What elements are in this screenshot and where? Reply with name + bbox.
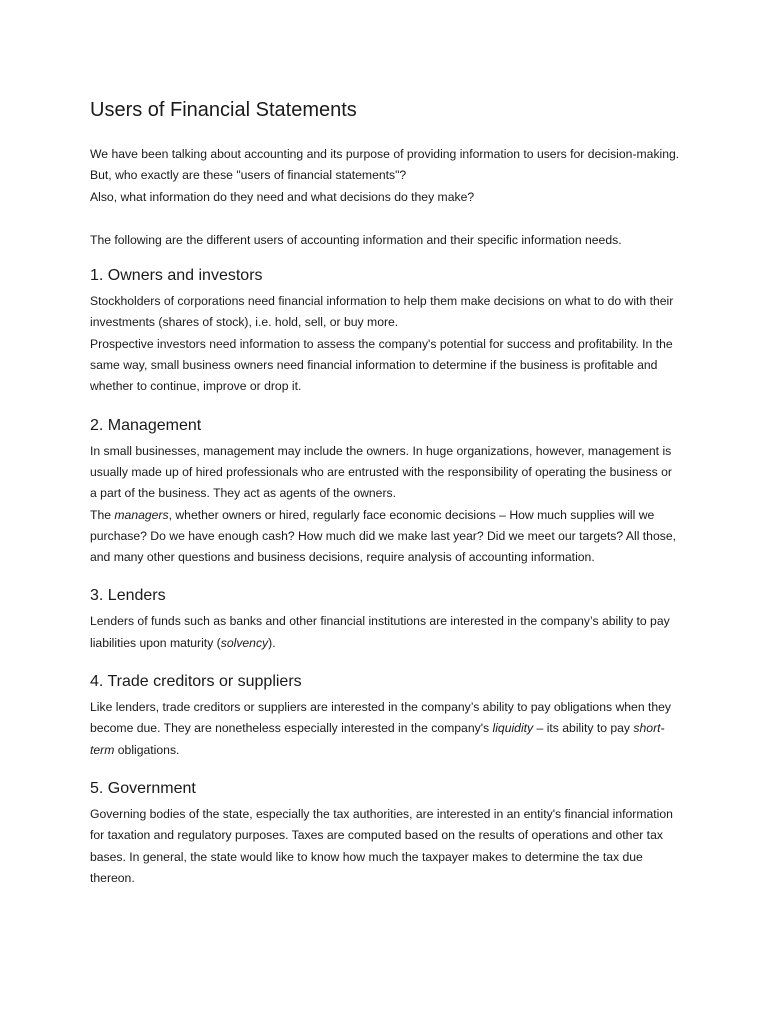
section-paragraph: Prospective investors need information to assess the company's potential for success and profitability. In the same way, small business owners need financial information to determine if the business is profitable and whether to continue, improve or drop it. [90,336,673,394]
emphasis-text: solvency [220,635,269,650]
intro-paragraph-2: Also, what information do they need and what decisions do they make? [90,189,475,204]
intro-paragraph-3: The following are the different users of accounting information and their specific information needs. [90,232,622,247]
page-title: Users of Financial Statements [90,99,357,121]
section-owners-investors [90,265,680,397]
section-heading: 5. Government [90,779,196,797]
section-trade-creditors [90,671,680,761]
section-government [90,778,680,889]
section-paragraph: Stockholders of corporations need financial information to help them make decisions on what to do with their investments (shares of stock), i.e. hold, sell, or buy more. [90,294,674,330]
text-run: – its ability to pay [533,721,634,736]
section-lenders [90,585,680,654]
spacer [90,208,680,230]
document-page [90,96,680,906]
section-heading: 4. Trade creditors or suppliers [90,673,302,691]
emphasis-text: liquidity [492,721,534,736]
emphasis-text: managers [114,507,169,522]
section-paragraph [90,505,680,569]
section-paragraph: Governing bodies of the state, especially the tax authorities, are interested in an entity's financial information for taxation and regulatory purposes. Taxes are computed based on the results of operations and other tax bases. In general, the state would like to know how much the taxpayer makes to determine the tax due thereon. [90,806,673,885]
section-paragraph [90,697,680,761]
section-management [90,415,680,569]
section-paragraph: In small businesses, management may include the owners. In huge organizations, however, management is usually made up of hired professionals who are entrusted with the responsibility of operating the business or a part of the business. They act as agents of the owners. [90,443,672,501]
text-run: obligations. [114,742,180,757]
text-run: , whether owners or hired, regularly face economic decisions – How much supplies will we purchase? Do we have enough cash? How much did we make last year? Did we meet our targets? All those, and many other questions and business decisions, require analysis of accounting information. [90,507,676,565]
text-run: The [90,507,115,522]
text-run: Lenders of funds such as banks and other financial institutions are interested in the company’s ability to pay liabilities upon maturity ( [90,614,670,650]
section-heading: 2. Management [90,416,202,434]
text-run: ). [268,635,276,650]
emphasis-text: short-term [90,721,665,757]
section-heading: 3. Lenders [90,587,166,605]
section-paragraph [90,611,680,654]
text-run: Like lenders, trade creditors or suppliers are interested in the company’s ability to pay obligations when they become due. They are nonetheless especially interested in the company's [90,700,672,736]
intro-paragraph-1: We have been talking about accounting and its purpose of providing information to users for decision-making. But, who exactly are these "users of financial statements"? [90,147,680,183]
section-heading: 1. Owners and investors [90,267,263,285]
